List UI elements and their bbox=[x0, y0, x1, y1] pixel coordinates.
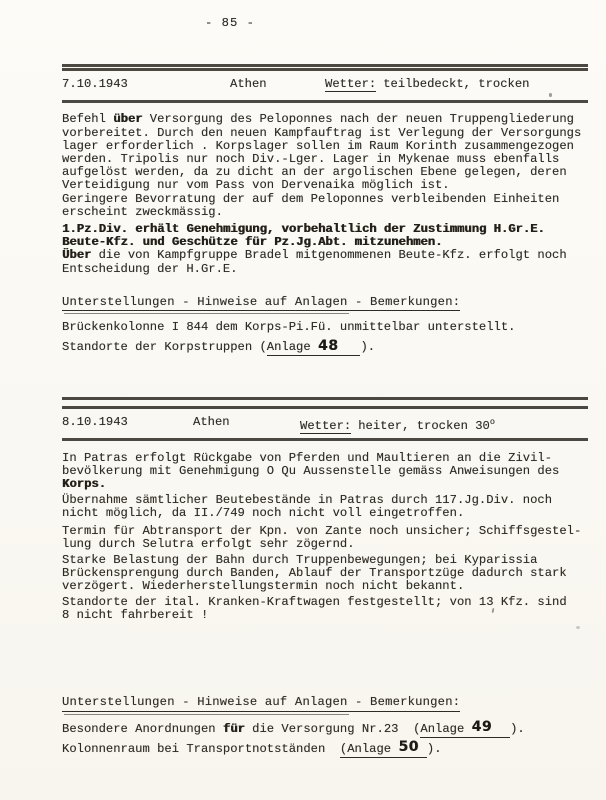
text-segment: die Versorgung Nr.23 ( bbox=[244, 721, 421, 736]
anlage-reference bbox=[339, 739, 427, 758]
entry-place: Athen bbox=[193, 414, 230, 429]
text-line: Geringere Bevorratung der auf dem Peloponnes verbleibenden Einheiten bbox=[62, 191, 560, 206]
text-line: vorbereitet. Durch den neuen Kampfauftrag ist Verlegung der Versorgungs bbox=[62, 125, 582, 140]
anlage-label: Anlage bbox=[266, 340, 318, 355]
anlage-reference bbox=[266, 337, 361, 356]
text-segment: Befehl bbox=[62, 112, 114, 127]
text-segment: ). bbox=[360, 340, 376, 355]
text-line: 1.Pz.Div. erhält Genehmigung, vorbehaltlich der Zustimmung H.Gr.E. bbox=[62, 221, 545, 236]
text-segment-bold: für bbox=[222, 721, 245, 736]
text-line: erscheint zweckmässig. bbox=[62, 204, 223, 219]
entry-date: 8.10.1943 bbox=[62, 414, 128, 429]
text-line bbox=[62, 739, 588, 756]
text-line: nicht möglich, da II./749 noch nicht voll eingetroffen. bbox=[62, 506, 465, 521]
horizontal-rule bbox=[62, 64, 588, 71]
entry-body bbox=[62, 452, 588, 622]
text-segment: die von Kampfgruppe Bradel mitgenommenen Beute-Kfz. erfolgt noch bbox=[91, 248, 567, 263]
text-line: Verteidigung nur vom Pass von Dervenaika möglich ist. bbox=[62, 178, 450, 193]
text-segment: Versorgung des Peloponnes nach der neuen Truppengliederung bbox=[142, 112, 574, 127]
text-segment: ). bbox=[510, 721, 525, 736]
anlagen-section-heading: Unterstellungen - Hinweise auf Anlagen - Bemerkungen: bbox=[62, 696, 460, 712]
text-line: aufgelöst werden, da zu dicht an der argolischen Ebene gelegen, deren bbox=[62, 165, 567, 180]
text-line bbox=[62, 337, 588, 355]
entry-header bbox=[62, 71, 588, 100]
entry-header bbox=[62, 409, 588, 438]
anlage-number-handwritten: 49 bbox=[471, 719, 493, 736]
page-number: - 85 - bbox=[205, 16, 255, 30]
entry-1943-10-08 bbox=[62, 397, 588, 756]
text-line: Beute-Kfz. und Geschütze für Pz.Jg.Abt. mitzunehmen. bbox=[62, 235, 443, 250]
anlage-label: Anlage bbox=[420, 721, 472, 736]
paragraph bbox=[62, 452, 588, 492]
weather-label: Wetter: bbox=[325, 76, 377, 91]
horizontal-rule bbox=[62, 100, 588, 103]
text-line: Standorte der ital. Kranken-Kraftwagen festgestellt; von 13 Kfz. sind bbox=[62, 594, 567, 609]
horizontal-rule bbox=[62, 438, 588, 441]
text-line: Korps. bbox=[62, 477, 106, 492]
text-line: lager erforderlich . Korpslager sollen im Raum Korinth zusammengezogen bbox=[62, 138, 574, 153]
paragraph bbox=[62, 596, 588, 622]
weather-value: teilbedeckt, trocken bbox=[383, 76, 530, 91]
text-segment: Besondere Anordnungen bbox=[62, 721, 223, 736]
text-line: Starke Belastung der Bahn durch Truppenbewegungen; bei Kyparissia bbox=[62, 552, 538, 567]
anlage-label: (Anlage bbox=[339, 741, 399, 756]
paragraph bbox=[62, 494, 588, 520]
text-line: Brückensprengung durch Banden, Ablauf der Transportzüge dadurch stark bbox=[62, 565, 567, 580]
text-line bbox=[62, 113, 588, 126]
text-segment-bold: über bbox=[113, 112, 143, 127]
scan-speck bbox=[576, 626, 580, 629]
entry-weather bbox=[325, 78, 529, 91]
entry-weather bbox=[300, 416, 495, 433]
text-line: 8 nicht fahrbereit ! bbox=[62, 608, 209, 623]
weather-label: Wetter: bbox=[300, 418, 352, 433]
text-segment: ). bbox=[426, 741, 442, 756]
text-line: Termin für Abtransport der Kpn. von Zante noch unsicher; Schiffsgestel- bbox=[62, 523, 582, 538]
entry-1943-10-07 bbox=[62, 64, 588, 354]
horizontal-rule bbox=[62, 397, 588, 409]
text-segment: Standorte der Korpstruppen ( bbox=[62, 340, 267, 355]
text-line: Übernahme sämtlicher Beutebestände in Patras durch 117.Jg.Div. noch bbox=[62, 492, 553, 507]
entry-place: Athen bbox=[230, 76, 267, 91]
text-line: In Patras erfolgt Rückgabe von Pferden und Maultieren an die Zivil- bbox=[62, 450, 553, 465]
text-line: Brückenkolonne I 844 dem Korps-Pi.Fü. unmittelbar unterstellt. bbox=[62, 320, 516, 335]
text-segment: Kolonnenraum bei Transportnotständen bbox=[62, 741, 340, 756]
anlage-number-handwritten: 50 bbox=[398, 739, 419, 756]
anlagen-section-heading: Unterstellungen - Hinweise auf Anlagen - Bemerkungen: bbox=[62, 296, 460, 312]
scan-speck bbox=[549, 93, 552, 97]
degree-symbol: o bbox=[489, 416, 495, 427]
text-line: bevölkerung mit Genehmigung O Qu Aussenstelle gemäss Anweisungen des bbox=[62, 464, 560, 478]
text-line bbox=[62, 249, 588, 262]
text-line: verzögert. Wiederherstellungstermin noch nicht bekannt. bbox=[62, 579, 465, 594]
entry-date: 7.10.1943 bbox=[62, 76, 128, 91]
text-line: werden. Tripolis nur noch Div.-Lger. Lager in Mykenae muss ebenfalls bbox=[62, 151, 560, 166]
entry-body bbox=[62, 113, 588, 275]
weather-value: heiter, trocken 30 bbox=[358, 418, 490, 433]
text-line: Entscheidung der H.Gr.E. bbox=[62, 261, 238, 276]
text-segment-bold: Über bbox=[62, 248, 92, 263]
text-line: lung durch Selutra erfolgt sehr zögernd. bbox=[62, 537, 355, 552]
text-line bbox=[62, 719, 588, 736]
anlage-reference bbox=[420, 719, 510, 738]
paragraph bbox=[62, 525, 588, 551]
anlage-number-handwritten: 48 bbox=[318, 337, 339, 354]
paragraph bbox=[62, 554, 588, 594]
